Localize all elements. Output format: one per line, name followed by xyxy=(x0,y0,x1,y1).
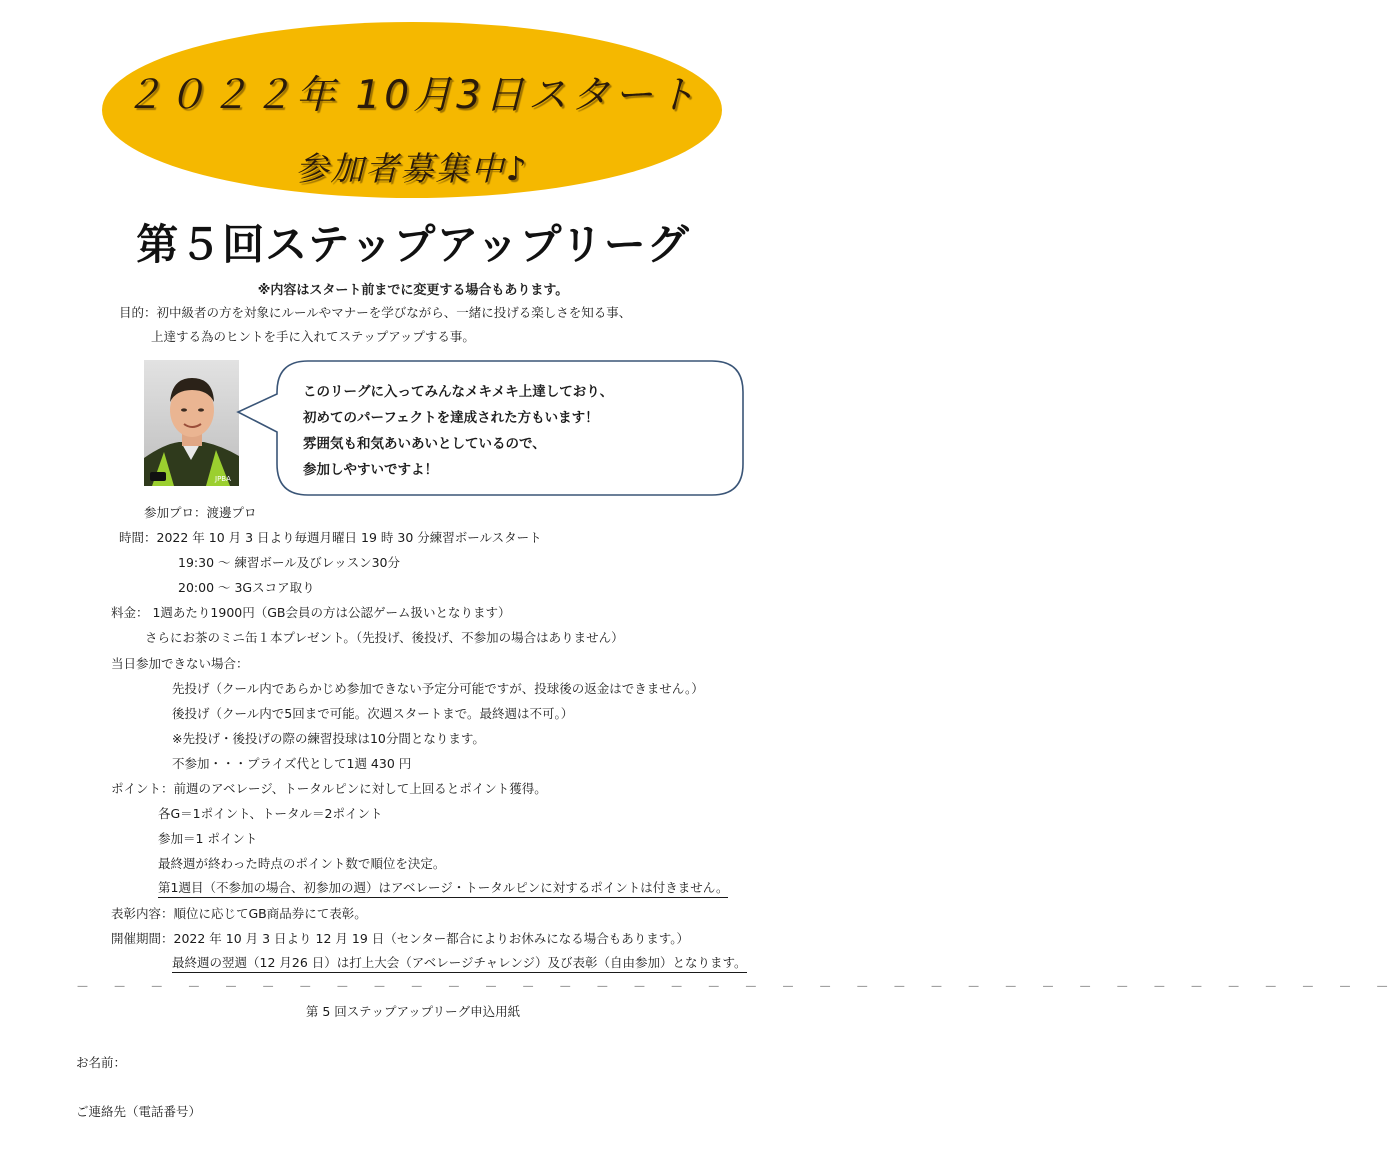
absence-late-play: 後投げ（クール内で5回まで可能。次週スタートまで。最終週は不可。） xyxy=(172,706,574,721)
bubble-line-2: 初めてのパーフェクトを達成された方もいます！ xyxy=(303,410,599,426)
absence-practice-note: ※先投げ・後投げの際の練習投球は10分間となります。 xyxy=(172,731,485,746)
page-title: 第５回ステップアップリーグ xyxy=(136,220,690,269)
contact-label: ご連絡先（電話番号） xyxy=(76,1104,202,1119)
pro-photo xyxy=(144,360,239,486)
absence-no-show: 不参加・・・プライズ代として1週 430 円 xyxy=(172,756,412,771)
banner-recruiting: 参加者募集中♪ xyxy=(295,149,529,188)
cut-line-divider: － － － － － － － － － － － － － － － － － － － － － － － － － － － － － － － － － － － － xyxy=(76,980,1399,995)
banner-start-date: ２０２２年 10月3日スタート xyxy=(124,73,700,118)
points-ranking: 最終週が終わった時点のポイント数で順位を決定。 xyxy=(158,856,446,871)
points-per-game: 各G＝1ポイント、トータル＝2ポイント xyxy=(158,806,383,821)
jpba-badge: JPBA xyxy=(215,475,231,483)
period-final-event: 最終週の翌週（12 月26 日）は打上大会（アベレージチャレンジ）及び表彰（自由参加）となります。 xyxy=(172,955,747,973)
purpose-line-1: 目的：初中級者の方を対象にルールやマナーを学びながら、一緒に投げる楽しさを知る事、 xyxy=(119,305,632,320)
bubble-line-4: 参加しやすいですよ！ xyxy=(303,462,438,478)
change-notice: ※内容はスタート前までに変更する場合もあります。 xyxy=(257,283,569,298)
pro-portrait-image xyxy=(144,360,239,486)
form-title: 第 5 回ステップアップリーグ申込用紙 xyxy=(305,1004,521,1019)
award-info: 表彰内容：順位に応じてGB商品券にて表彰。 xyxy=(111,906,367,921)
fee-bonus: さらにお茶のミニ缶１本プレゼント。（先投げ、後投げ、不参加の場合はありません） xyxy=(145,630,624,645)
absence-heading: 当日参加できない場合： xyxy=(111,656,249,671)
time-practice: 19:30 ～ 練習ボール及びレッスン30分 xyxy=(178,555,401,570)
bubble-line-3: 雰囲気も和気あいあいとしているので、 xyxy=(303,436,546,452)
time-score: 20:00 ～ 3Gスコア取り xyxy=(178,580,315,595)
points-first-week-note: 第1週目（不参加の場合、初参加の週）はアベレージ・トータルピンに対するポイントは付きません。 xyxy=(158,880,728,898)
points-participation: 参加＝1 ポイント xyxy=(158,831,258,846)
purpose-line-2: 上達する為のヒントを手に入れてステップアップする事。 xyxy=(151,329,475,344)
name-label: お名前： xyxy=(76,1055,127,1070)
period-info: 開催期間：2022 年 10 月 3 日より 12 月 19 日（センター都合によりお休みになる場合もあります。） xyxy=(111,931,689,946)
fee-info: 料金： 1週あたり1900円（GB会員の方は公認ゲーム扱いとなります） xyxy=(111,605,511,620)
points-info: ポイント：前週のアベレージ、トータルピンに対して上回るとポイント獲得。 xyxy=(111,781,547,796)
time-info: 時間：2022 年 10 月 3 日より毎週月曜日 19 時 30 分練習ボールスタート xyxy=(119,530,542,545)
absence-early-play: 先投げ（クール内であらかじめ参加できない予定分可能ですが、投球後の返金はできません。） xyxy=(172,681,704,696)
participating-pro: 参加プロ：渡邊プロ xyxy=(144,505,257,520)
bubble-line-1: このリーグに入ってみんなメキメキ上達しており、 xyxy=(303,384,614,400)
